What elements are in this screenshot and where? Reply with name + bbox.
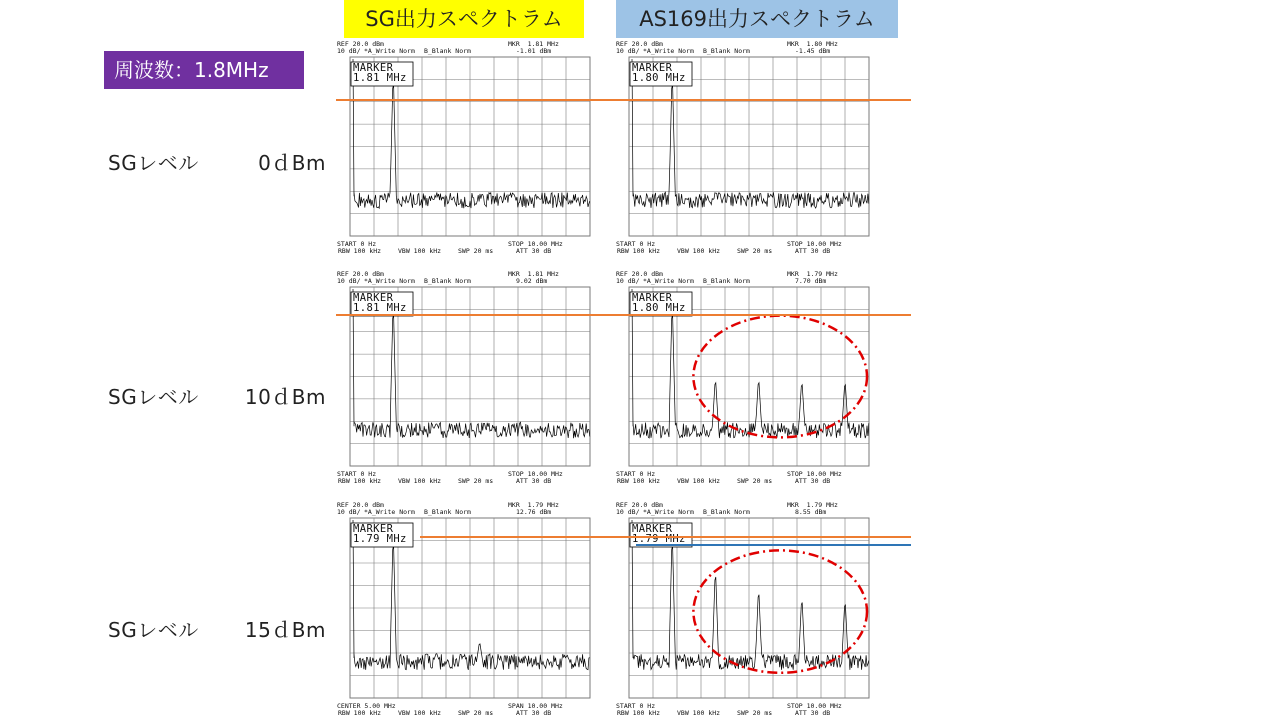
spectrum-panel-as169-15dbm (615, 502, 873, 718)
trace-a-text: *A_Write Norm (643, 277, 694, 285)
marker-value: 1.80 MHz (632, 302, 686, 314)
trace-b-text: B_Blank Norm (703, 277, 750, 285)
footer-rbw-text: RBW 100 kHz (338, 709, 382, 717)
footer-start-text: START 0 Hz (337, 470, 377, 478)
footer-att-text: ATT 30 dB (516, 477, 552, 485)
spectrum-panel-sg-0dbm (336, 41, 594, 256)
spectrum-panel-as169-0dbm (615, 41, 873, 256)
ref-level-text: REF 20.0 dBm (337, 271, 384, 278)
frequency-badge: 周波数：1.8MHz (104, 51, 304, 89)
trace-a-text: *A_Write Norm (364, 47, 415, 55)
footer-start-text: START 0 Hz (616, 240, 656, 248)
footer-swp-text: SWP 20 ms (737, 477, 773, 485)
footer-rbw-text: RBW 100 kHz (617, 247, 661, 255)
row-label-15dbm (108, 614, 338, 640)
spectrum-panel-sg-10dbm (336, 271, 594, 486)
as169-output-header: AS169出力スペクトラム (616, 0, 898, 38)
row-label-0dbm (108, 147, 338, 173)
footer-vbw-text: VBW 100 kHz (677, 709, 721, 717)
footer-start-text: START 0 Hz (616, 702, 656, 710)
footer-stop-text: STOP 10.00 MHz (787, 470, 842, 478)
footer-swp-text: SWP 20 ms (458, 477, 494, 485)
ref-level-text: REF 20.0 dBm (616, 41, 663, 48)
marker-level-text: 9.02 dBm (516, 277, 548, 285)
footer-att-text: ATT 30 dB (795, 709, 831, 717)
sg-level-value: 0ｄBm (258, 151, 326, 175)
trace-a-text: *A_Write Norm (643, 47, 694, 55)
footer-stop-text: STOP 10.00 MHz (508, 240, 563, 248)
ref-level-text: REF 20.0 dBm (337, 502, 384, 509)
marker-readout-text: MKR 1.81 MHz (508, 271, 559, 278)
scale-text: 10 dB/ (616, 508, 640, 516)
spectrum-panel-as169-10dbm (615, 271, 873, 486)
ref-level-text: REF 20.0 dBm (616, 271, 663, 278)
scale-text: 10 dB/ (337, 47, 361, 55)
footer-att-text: ATT 30 dB (795, 477, 831, 485)
footer-vbw-text: VBW 100 kHz (398, 477, 442, 485)
footer-rbw-text: RBW 100 kHz (338, 247, 382, 255)
ref-level-text: REF 20.0 dBm (337, 41, 384, 48)
footer-swp-text: SWP 20 ms (458, 709, 494, 717)
trace-a-text: *A_Write Norm (643, 508, 694, 516)
reference-line-0dbm (336, 99, 911, 101)
marker-level-text: 12.76 dBm (516, 508, 552, 516)
marker-level-text: -1.45 dBm (795, 47, 831, 55)
marker-value: 1.81 MHz (353, 302, 407, 314)
sg-level-label: SGレベル (108, 385, 199, 409)
marker-title: MARKER (632, 292, 673, 304)
footer-stop-text: STOP 10.00 MHz (787, 702, 842, 710)
marker-readout-text: MKR 1.79 MHz (787, 502, 838, 509)
trace-a-text: *A_Write Norm (364, 277, 415, 285)
marker-readout-text: MKR 1.79 MHz (787, 271, 838, 278)
marker-title: MARKER (632, 523, 673, 535)
marker-title: MARKER (632, 62, 673, 74)
reference-line-10dbm (336, 314, 911, 316)
trace-b-text: B_Blank Norm (424, 508, 471, 516)
marker-readout-text: MKR 1.80 MHz (787, 41, 838, 48)
footer-rbw-text: RBW 100 kHz (617, 709, 661, 717)
footer-start-text: START 0 Hz (616, 470, 656, 478)
marker-value: 1.80 MHz (632, 72, 686, 84)
footer-att-text: ATT 30 dB (516, 709, 552, 717)
scale-text: 10 dB/ (337, 277, 361, 285)
marker-level-text: 8.55 dBm (795, 508, 827, 516)
footer-swp-text: SWP 20 ms (737, 247, 773, 255)
footer-start-text: CENTER 5.00 MHz (337, 702, 396, 710)
row-label-10dbm (108, 381, 338, 407)
footer-att-text: ATT 30 dB (795, 247, 831, 255)
footer-vbw-text: VBW 100 kHz (398, 247, 442, 255)
footer-vbw-text: VBW 100 kHz (677, 477, 721, 485)
scale-text: 10 dB/ (616, 277, 640, 285)
ref-level-text: REF 20.0 dBm (616, 502, 663, 509)
sg-level-value: 15ｄBm (244, 618, 326, 642)
sg-level-label: SGレベル (108, 618, 199, 642)
footer-vbw-text: VBW 100 kHz (398, 709, 442, 717)
trace-b-text: B_Blank Norm (424, 47, 471, 55)
reference-line-15dbm (420, 536, 911, 538)
marker-readout-text: MKR 1.79 MHz (508, 502, 559, 509)
marker-title: MARKER (353, 292, 394, 304)
marker-title: MARKER (353, 62, 394, 74)
marker-readout-text: MKR 1.81 MHz (508, 41, 559, 48)
highlight-ellipse (693, 550, 867, 672)
footer-stop-text: STOP 10.00 MHz (508, 470, 563, 478)
marker-level-text: -1.01 dBm (516, 47, 552, 55)
footer-vbw-text: VBW 100 kHz (677, 247, 721, 255)
marker-value: 1.81 MHz (353, 72, 407, 84)
marker-value: 1.79 MHz (632, 533, 686, 545)
footer-stop-text: STOP 10.00 MHz (787, 240, 842, 248)
marker-title: MARKER (353, 523, 394, 535)
trace-b-text: B_Blank Norm (703, 47, 750, 55)
footer-swp-text: SWP 20 ms (737, 709, 773, 717)
trace-b-text: B_Blank Norm (703, 508, 750, 516)
marker-level-text: 7.70 dBm (795, 277, 827, 285)
spectrum-panel-sg-15dbm (336, 502, 594, 718)
footer-stop-text: SPAN 10.00 MHz (508, 702, 563, 710)
sg-level-value: 10ｄBm (244, 385, 326, 409)
trace-a-text: *A_Write Norm (364, 508, 415, 516)
footer-rbw-text: RBW 100 kHz (617, 477, 661, 485)
footer-start-text: START 0 Hz (337, 240, 377, 248)
marker-value: 1.79 MHz (353, 533, 407, 545)
scale-text: 10 dB/ (616, 47, 640, 55)
trace-b-text: B_Blank Norm (424, 277, 471, 285)
footer-att-text: ATT 30 dB (516, 247, 552, 255)
footer-swp-text: SWP 20 ms (458, 247, 494, 255)
sg-level-label: SGレベル (108, 151, 199, 175)
sg-output-header: SG出力スペクトラム (344, 0, 584, 38)
scale-text: 10 dB/ (337, 508, 361, 516)
reference-line-as169-15dbm (636, 544, 911, 546)
footer-rbw-text: RBW 100 kHz (338, 477, 382, 485)
